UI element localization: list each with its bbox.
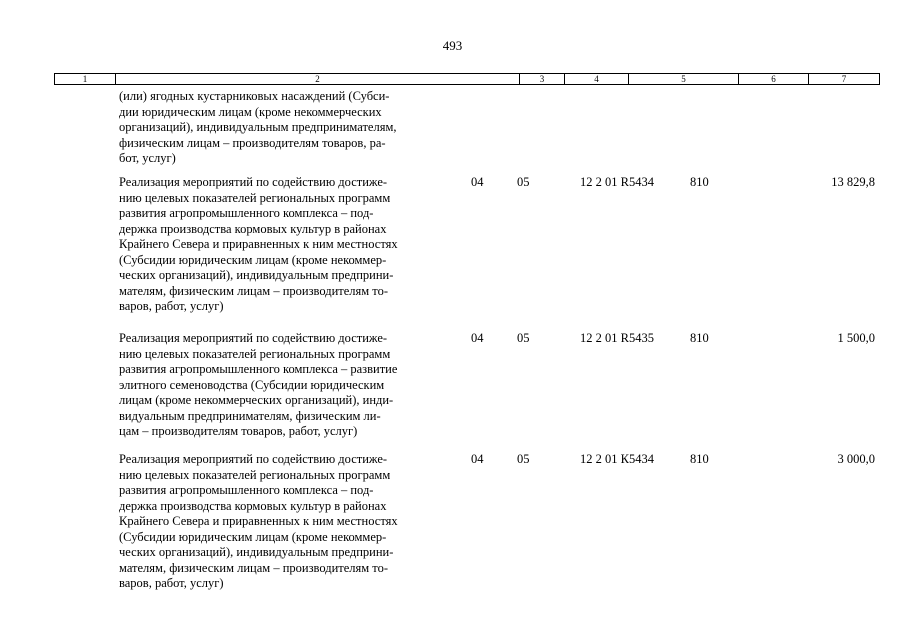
row-target-article: 12 2 01 К5434 xyxy=(580,452,654,466)
row-amount: 13 829,8 xyxy=(831,175,875,189)
row-subsection-code: 05 xyxy=(517,331,530,345)
row-amount: 3 000,0 xyxy=(837,452,875,466)
row-description: Реализация мероприятий по содействию достиже- нию целевых показателей региональных программ развития агропромышленного комплекса – под- держка производства кормовых культур в районах Крайнего Севера и приравненных к ним местностях (Субсидии юридическим лицам (кроме некоммер- ческих организаций), индивидуальным предприни- мателям, физическим лицам – производителям то- варов, работ, услуг) xyxy=(119,175,398,313)
column-number-2: 2 xyxy=(115,74,519,84)
row-expense-type: 810 xyxy=(690,452,709,466)
column-number-6: 6 xyxy=(738,74,808,84)
column-number-3: 3 xyxy=(519,74,564,84)
row-description: Реализация мероприятий по содействию достиже- нию целевых показателей региональных программ развития агропромышленного комплекса – под- держка производства кормовых культур в районах Крайнего Севера и приравненных к ним местностях (Субсидии юридическим лицам (кроме некоммер- ческих организаций), индивидуальным предприни- мателям, физическим лицам – производителям то- варов, работ, услуг) xyxy=(119,452,398,590)
row-section-code: 04 xyxy=(471,175,484,189)
column-number-1: 1 xyxy=(82,74,88,84)
row-description: (или) ягодных кустарниковых насаждений (Субси- дии юридическим лицам (кроме некоммерческих организаций), индивидуальным предпринимателям, физическим лицам – производителям товаров, ра- бот, услуг) xyxy=(119,89,397,165)
row-section-code: 04 xyxy=(471,331,484,345)
row-amount: 1 500,0 xyxy=(837,331,875,345)
row-subsection-code: 05 xyxy=(517,452,530,466)
row-description: Реализация мероприятий по содействию достиже- нию целевых показателей региональных программ развития агропромышленного комплекса – развитие элитного семеноводства (Субсидии юридическим лицам (кроме некоммерческих организаций), инди- видуальным предпринимателям, физическим ли- цам – производителям товаров, работ, услуг) xyxy=(119,331,398,438)
column-number-header xyxy=(54,73,880,85)
column-number-7: 7 xyxy=(808,74,879,84)
column-number-4: 4 xyxy=(564,74,628,84)
row-subsection-code: 05 xyxy=(517,175,530,189)
row-section-code: 04 xyxy=(471,452,484,466)
page-number: 493 xyxy=(442,38,463,53)
row-expense-type: 810 xyxy=(690,175,709,189)
row-expense-type: 810 xyxy=(690,331,709,345)
row-target-article: 12 2 01 R5435 xyxy=(580,331,654,345)
row-target-article: 12 2 01 R5434 xyxy=(580,175,654,189)
column-number-5: 5 xyxy=(628,74,738,84)
